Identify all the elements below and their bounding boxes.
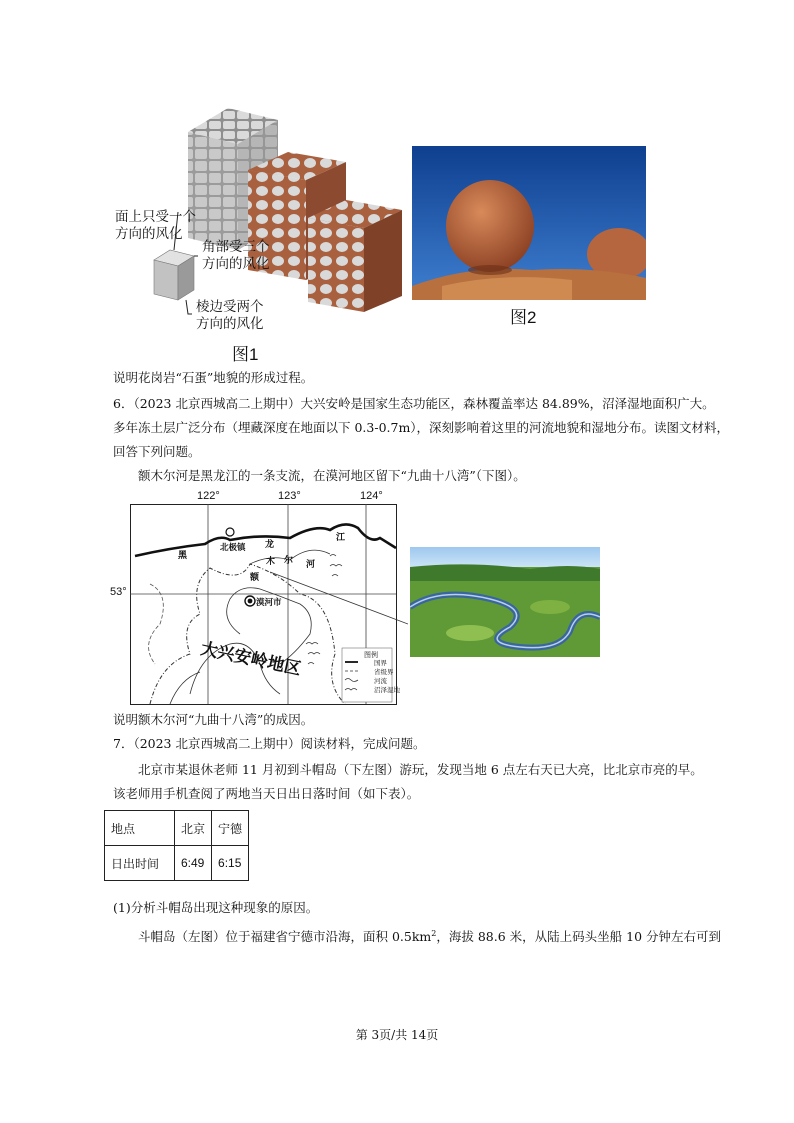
- q7-line-1: 北京市某退休老师 11 月初到斗帽岛（下左图）游玩，发现当地 6 点左右天已大亮，比北京市亮的早。: [138, 762, 703, 777]
- label-beiji-town: 北极镇: [220, 542, 246, 552]
- longitude-124: 124°: [360, 490, 383, 502]
- table-cell: 6:49: [175, 846, 212, 881]
- q6-prompt: 说明额木尔河“九曲十八湾”的成因。: [113, 712, 314, 727]
- label-hei: 黑: [178, 550, 188, 560]
- table-cell: 6:15: [212, 846, 249, 881]
- longitude-123: 123°: [278, 490, 301, 502]
- q6-line-1: 6．（2023 北京西城高二上期中）大兴安岭是国家生态功能区，森林覆盖率达 84.89%，沼泽湿地面积广大。: [113, 396, 715, 411]
- label-daxinganling-region: 大兴安岭地区: [199, 638, 303, 679]
- q6-line-4: 额木尔河是黑龙江的一条支流，在漠河地区留下“九曲十八湾”（下图）。: [138, 468, 526, 483]
- figure-2-label: 图2: [510, 308, 537, 327]
- q7-last-line: [138, 922, 721, 949]
- label-mohe-city: 漠河市: [256, 597, 282, 607]
- sunrise-table: [104, 810, 249, 881]
- label-er: 尔: [284, 555, 294, 565]
- q5-prompt: 说明花岗岩“石蛋”地貌的形成过程。: [113, 370, 314, 385]
- legend-national-border: 国界: [374, 660, 387, 667]
- figure-2: [412, 146, 646, 326]
- label-mu: 木: [266, 556, 276, 566]
- q7-last-line-pre: 斗帽岛（左图）位于福建省宁德市沿海，面积 0.5km: [138, 929, 432, 945]
- page-footer: 第 3页/共 14页: [355, 1028, 439, 1042]
- q6-line-3: 回答下列问题。: [113, 444, 201, 459]
- label-he: 河: [306, 559, 316, 569]
- label-jiang: 江: [336, 532, 346, 542]
- q6-line-2: 多年冻土层广泛分布（埋藏深度在地面以下 0.3-0.7m），深刻影响着这里的河流地貌和湿地分布。读图文材料，: [113, 420, 730, 435]
- label-e: 额: [250, 572, 260, 582]
- table-cell: 日出时间: [105, 846, 175, 881]
- face-weathering-note: 面上只受一个 方向的风化: [115, 209, 196, 241]
- q7-header: 7．（2023 北京西城高二上期中）阅读材料，完成问题。: [113, 736, 426, 751]
- q7-line-2: 该老师用手机查阅了两地当天日出日落时间（如下表）。: [113, 786, 420, 801]
- corner-weathering-note: 角部受三个 方向的风化: [202, 239, 270, 271]
- mohe-map: [108, 488, 408, 706]
- figure-1: [110, 100, 410, 370]
- figure-1-label: 图1: [232, 345, 259, 364]
- edge-weathering-note: 棱边受两个 方向的风化: [196, 299, 264, 331]
- legend-title: 图例: [364, 652, 378, 659]
- table-header-cell: 地点: [105, 811, 175, 846]
- label-long: 龙: [265, 539, 275, 549]
- legend-river: 河流: [374, 678, 387, 685]
- legend-provincial-border: 省级界: [374, 669, 394, 676]
- table-row: [105, 846, 249, 881]
- latitude-53: 53°: [110, 586, 127, 598]
- superscript-2: 2: [431, 929, 437, 938]
- table-header-row: [105, 811, 249, 846]
- longitude-122: 122°: [197, 490, 220, 502]
- balancing-rock-photo: [412, 146, 646, 300]
- legend-marsh: 沼泽湿地: [374, 687, 400, 694]
- q7-sub-question-1: (1)分析斗帽岛出现这种现象的原因。: [113, 900, 319, 915]
- q7-last-line-post: ，海拔 88.6 米，从陆上码头坐船 10 分钟左右可到: [436, 929, 722, 945]
- meandering-river-photo: [410, 547, 600, 657]
- table-header-cell: 北京: [175, 811, 212, 846]
- table-header-cell: 宁德: [212, 811, 249, 846]
